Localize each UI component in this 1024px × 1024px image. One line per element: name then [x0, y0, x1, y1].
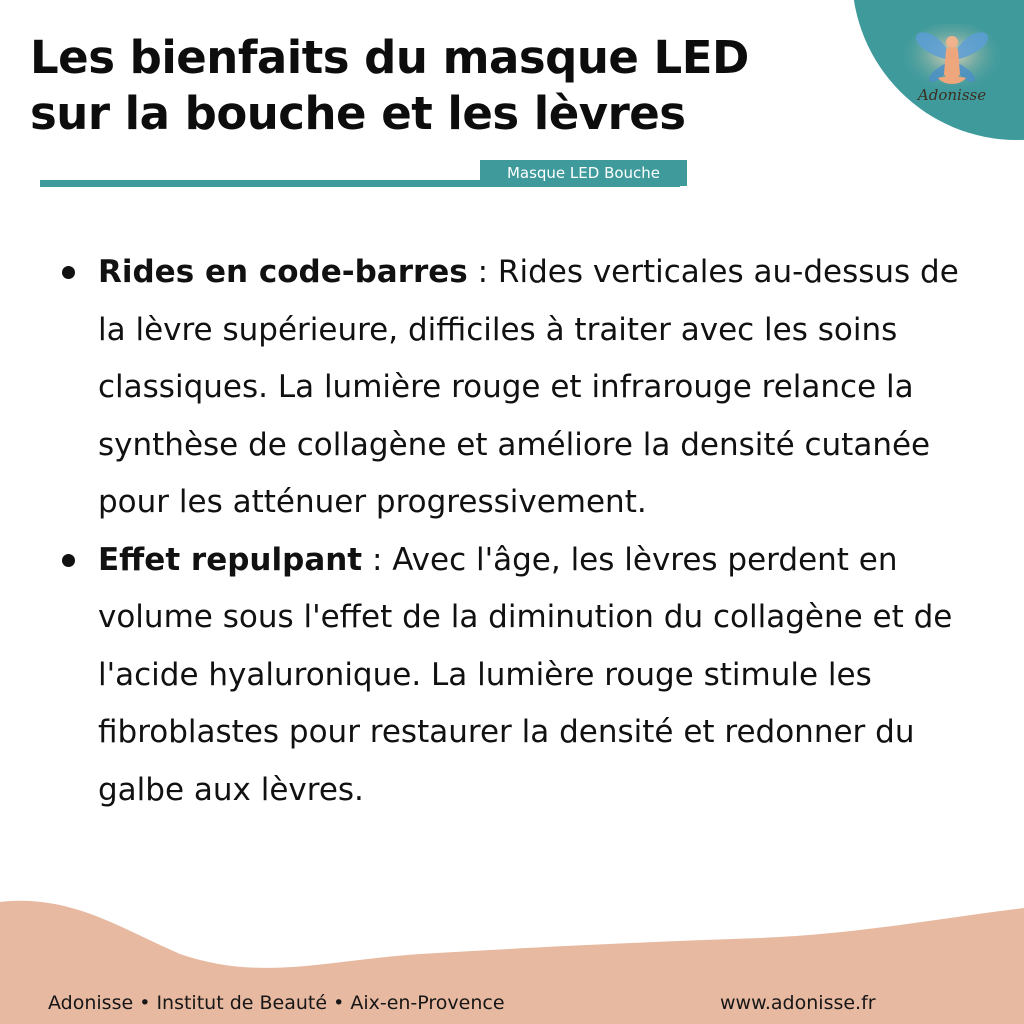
benefits-list: [62, 244, 987, 819]
footer-institute-text: Adonisse • Institut de Beauté • Aix-en-Provence: [48, 992, 505, 1014]
fairy-silhouette-icon: [898, 24, 1006, 94]
title-line-1: Les bienfaits du masque LED: [30, 31, 749, 84]
bullet-term: Rides en code-barres: [98, 254, 468, 290]
brand-logo: [898, 24, 1006, 116]
bullet-description: : Rides verticales au-dessus de la lèvre supérieure, difficiles à traiter avec les soins classiques. La lumière rouge et infrarouge relance la synthèse de collagène et améliore la densité cutanée pour les atténuer progressivement.: [98, 254, 959, 520]
bullet-description: : Avec l'âge, les lèvres perdent en volume sous l'effet de la diminution du collagène et de l'acide hyaluronique. La lumière rouge stimule les fibroblastes pour restaurer la densité et redonner du galbe aux lèvres.: [98, 541, 953, 808]
bullet-dot-icon: [62, 554, 75, 567]
list-item: [62, 532, 987, 820]
bullet-dot-icon: [62, 266, 75, 279]
logo-wordmark: Adonisse: [917, 86, 987, 104]
page-title: [30, 30, 860, 142]
topic-tag: Masque LED Bouche: [480, 160, 687, 186]
title-line-2: sur la bouche et les lèvres: [30, 87, 686, 140]
footer-website-link[interactable]: www.adonisse.fr: [720, 992, 876, 1014]
list-item: [62, 244, 987, 532]
bullet-term: Effet repulpant: [98, 541, 363, 578]
